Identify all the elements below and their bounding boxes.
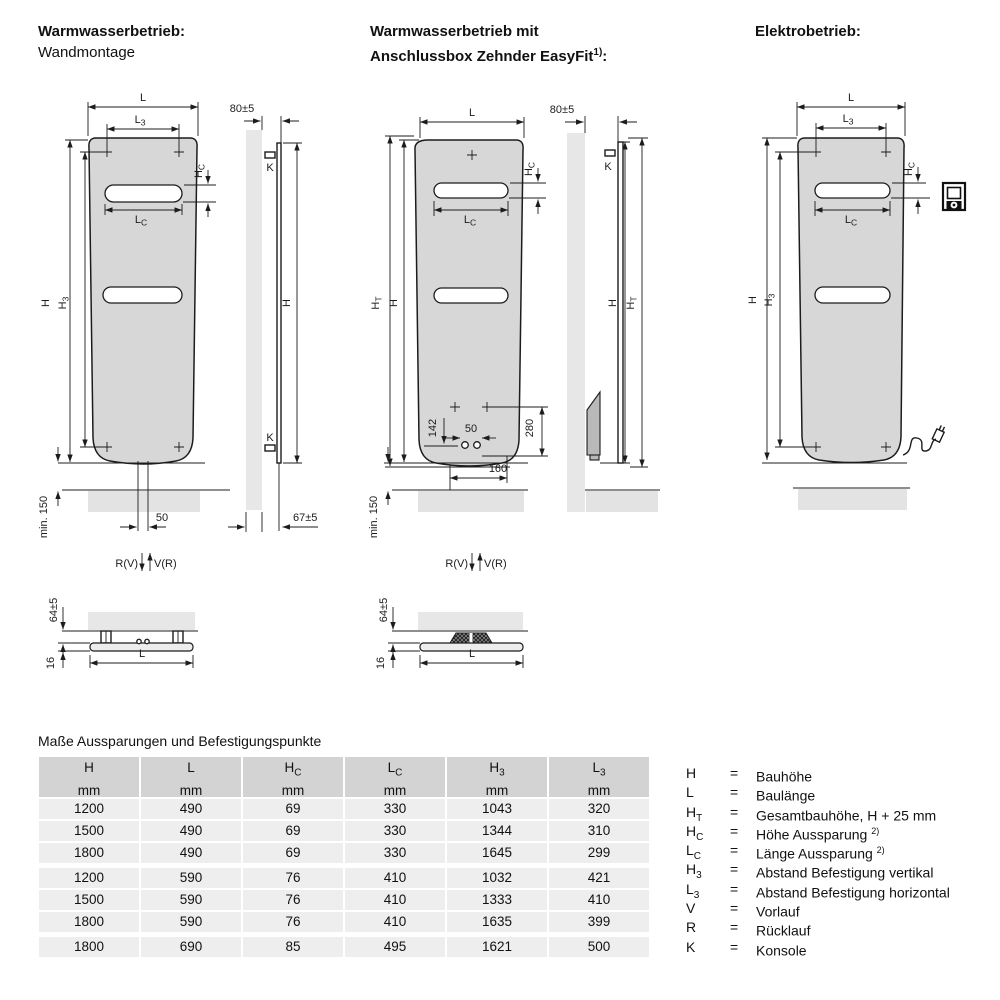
dim-label-h3: $H_3$: [57, 296, 71, 310]
table-cell: 76: [243, 868, 343, 888]
legend-item: $L_C$ = Länge Aussparung $^{2)}$: [686, 842, 885, 862]
upper-cutout: [105, 185, 182, 202]
wall: [88, 612, 195, 630]
table-row: [39, 890, 649, 910]
controller-device-icon: [943, 183, 965, 210]
table-cell: 76: [243, 890, 343, 910]
power-plug: [932, 424, 946, 442]
table-cell: 410: [549, 890, 649, 910]
header-line: Elektrobetrieb:: [755, 23, 861, 40]
dim-label-l3: $L_3$: [134, 114, 146, 128]
dim-label-h: H: [388, 299, 400, 307]
table-cell: 1032: [447, 868, 547, 888]
table-cell: 1645: [447, 843, 547, 863]
dim-label-lc: $L_C$: [463, 214, 477, 228]
table-cell: 1635: [447, 912, 547, 932]
table-cell: 410: [345, 912, 445, 932]
dim-label-l3: $L_3$: [842, 113, 854, 127]
table-cell: 490: [141, 799, 241, 819]
dimensions-table: [39, 757, 649, 959]
header-line: Warmwasserbetrieb mit: [370, 23, 539, 40]
table-row: [39, 868, 649, 888]
valve: [137, 639, 141, 643]
dim-label-64: 64±5: [378, 597, 390, 623]
floor: [88, 491, 200, 512]
legend-item: V = Vorlauf: [686, 900, 800, 920]
dim-label-lc: $L_C$: [134, 214, 148, 228]
dim-label-50: 50: [464, 423, 478, 435]
console-bracket: [265, 445, 275, 451]
dim-label-min150: min. 150: [368, 495, 380, 539]
legend-item: H = Bauhöhe: [686, 765, 813, 785]
table-cell: 590: [141, 890, 241, 910]
legend-item: K = Konsole: [686, 938, 807, 959]
dim-label-ht: $H_T$: [370, 296, 384, 310]
dim-label-h: H: [281, 299, 293, 307]
dim-label-280: 280: [524, 418, 536, 438]
dim-label-80: 80±5: [549, 104, 575, 116]
table-cell: 299: [549, 843, 649, 863]
easyfit-box-foot: [590, 455, 599, 460]
header-line: Wandmontage: [38, 44, 136, 61]
diagram-wall-mounted-side: [228, 103, 318, 532]
dim-label-80: 80±5: [229, 103, 255, 115]
table-cell: 330: [345, 821, 445, 841]
dim-label-160: 160: [488, 463, 508, 475]
console-bracket: [265, 152, 275, 158]
dim-label-l: L: [468, 648, 476, 660]
table-cell: 1500: [39, 821, 139, 841]
table-cell: 590: [141, 912, 241, 932]
upper-cutout: [815, 183, 890, 198]
dim-label-hc: $H_C$: [523, 161, 537, 177]
dim-label-67: 67±5: [293, 512, 318, 524]
footnote-2-marker: 2): [876, 845, 885, 856]
table-cell: 490: [141, 821, 241, 841]
dim-label-l: L: [468, 107, 476, 119]
wall: [418, 612, 523, 630]
table-cell: 69: [243, 843, 343, 863]
table-cell: 1621: [447, 937, 547, 957]
dim-label-142: 142: [427, 418, 439, 438]
legend-item: $L_3$ = Abstand Befestigung horizontal: [686, 880, 950, 901]
dim-label-h: H: [40, 299, 52, 307]
table-cell: 85: [243, 937, 343, 957]
dim-label-h3: $H_3$: [763, 293, 777, 307]
legend-item: L = Baulänge: [686, 784, 816, 804]
floor: [798, 489, 907, 510]
table-cell: 1200: [39, 868, 139, 888]
table-cell: 410: [345, 868, 445, 888]
table-col-header: $L_C$ mm: [345, 757, 445, 797]
table-row: [39, 843, 649, 863]
table-cell: 1344: [447, 821, 547, 841]
table-col-header: $H_3$ mm: [447, 757, 547, 797]
table-col-header: $L_3$ mm: [549, 757, 649, 797]
table-row: [39, 912, 649, 932]
dim-label-l: L: [138, 648, 146, 660]
table-cell: 500: [549, 937, 649, 957]
table-row: [39, 799, 649, 819]
table-col-header: $H_C$ mm: [243, 757, 343, 797]
table-cell: 1333: [447, 890, 547, 910]
connection: [462, 442, 469, 449]
dim-label-hc: $H_C$: [903, 161, 917, 177]
floor: [586, 491, 658, 512]
legend-item: R = Rücklauf: [686, 919, 811, 940]
lower-cutout: [434, 288, 508, 303]
dim-label-lc: $L_C$: [844, 214, 858, 228]
dim-label-ht: $H_T$: [625, 296, 639, 310]
table-row: [39, 937, 649, 957]
table-cell: 69: [243, 821, 343, 841]
dim-label-min150: min. 150: [38, 495, 50, 539]
table-cell: 330: [345, 799, 445, 819]
table-cell: 1800: [39, 843, 139, 863]
connection: [474, 442, 481, 449]
diagram-easyfit-side: [550, 104, 660, 512]
dim-label-50: 50: [155, 512, 169, 524]
table-cell: 590: [141, 868, 241, 888]
table-row: [39, 821, 649, 841]
supply-flow-label: V(R): [154, 558, 177, 570]
lower-cutout: [103, 287, 182, 303]
diagram-easyfit-top-view: [375, 598, 528, 669]
table-title: Maße Aussparungen und Befestigungspunkte: [38, 733, 322, 749]
dim-label-l: L: [847, 92, 855, 104]
console-label: K: [266, 432, 274, 444]
console-label: K: [604, 161, 612, 173]
table-cell: 330: [345, 843, 445, 863]
table-cell: 399: [549, 912, 649, 932]
dimension-legend: [686, 764, 950, 957]
valve: [145, 639, 149, 643]
table-cell: 1200: [39, 799, 139, 819]
table-cell: 76: [243, 912, 343, 932]
easyfit-connection-box: [587, 392, 600, 455]
console-label: K: [266, 162, 274, 174]
footnote-1-marker: 1): [593, 47, 603, 58]
table-cell: 410: [345, 890, 445, 910]
legend-item: $H_3$ = Abstand Befestigung vertikal: [686, 861, 934, 882]
table-cell: 1800: [39, 912, 139, 932]
diagram-electric-front: [747, 92, 965, 510]
dim-label-hc: $H_C$: [193, 163, 207, 179]
header-line: Anschlussbox Zehnder EasyFit$^{1)}$:: [370, 47, 608, 65]
dim-label-h: H: [607, 299, 619, 307]
wall: [246, 130, 262, 510]
table-cell: 1500: [39, 890, 139, 910]
dim-label-h: H: [747, 296, 759, 304]
floor: [418, 491, 524, 512]
dim-label-16: 16: [375, 656, 387, 670]
supply-flow-label: V(R): [484, 558, 507, 570]
table-cell: 310: [549, 821, 649, 841]
diagram-easyfit-front: [368, 107, 548, 571]
diagram-wall-mounted-front: [38, 92, 230, 571]
power-cord: [903, 438, 936, 455]
table-col-header: H mm: [39, 757, 139, 797]
legend-item: $H_T$ = Gesamtbauhöhe, H + 25 mm: [686, 803, 937, 824]
easyfit-box-slit: [470, 633, 473, 643]
table-cell: 490: [141, 843, 241, 863]
table-cell: 421: [549, 868, 649, 888]
dim-label-64: 64±5: [48, 597, 60, 623]
table-header-row: [39, 757, 649, 797]
legend-item: $H_C$ = Höhe Aussparung $^{2)}$: [686, 822, 880, 843]
table-cell: 1800: [39, 937, 139, 957]
diagram-wall-mounted-top-view: [45, 598, 198, 669]
wall: [567, 133, 585, 512]
footnote-2-marker: 2): [871, 825, 880, 836]
upper-cutout: [434, 183, 508, 198]
table-cell: 320: [549, 799, 649, 819]
return-flow-label: R(V): [115, 558, 138, 570]
table-cell: 495: [345, 937, 445, 957]
table-cell: 690: [141, 937, 241, 957]
table-col-header: L mm: [141, 757, 241, 797]
header-line: Warmwasserbetrieb:: [38, 23, 185, 40]
dim-label-l: L: [139, 92, 147, 104]
table-cell: 69: [243, 799, 343, 819]
console-bracket: [605, 150, 615, 156]
lower-cutout: [815, 287, 890, 303]
dim-label-16: 16: [45, 656, 57, 670]
return-flow-label: R(V): [445, 558, 468, 570]
table-cell: 1043: [447, 799, 547, 819]
